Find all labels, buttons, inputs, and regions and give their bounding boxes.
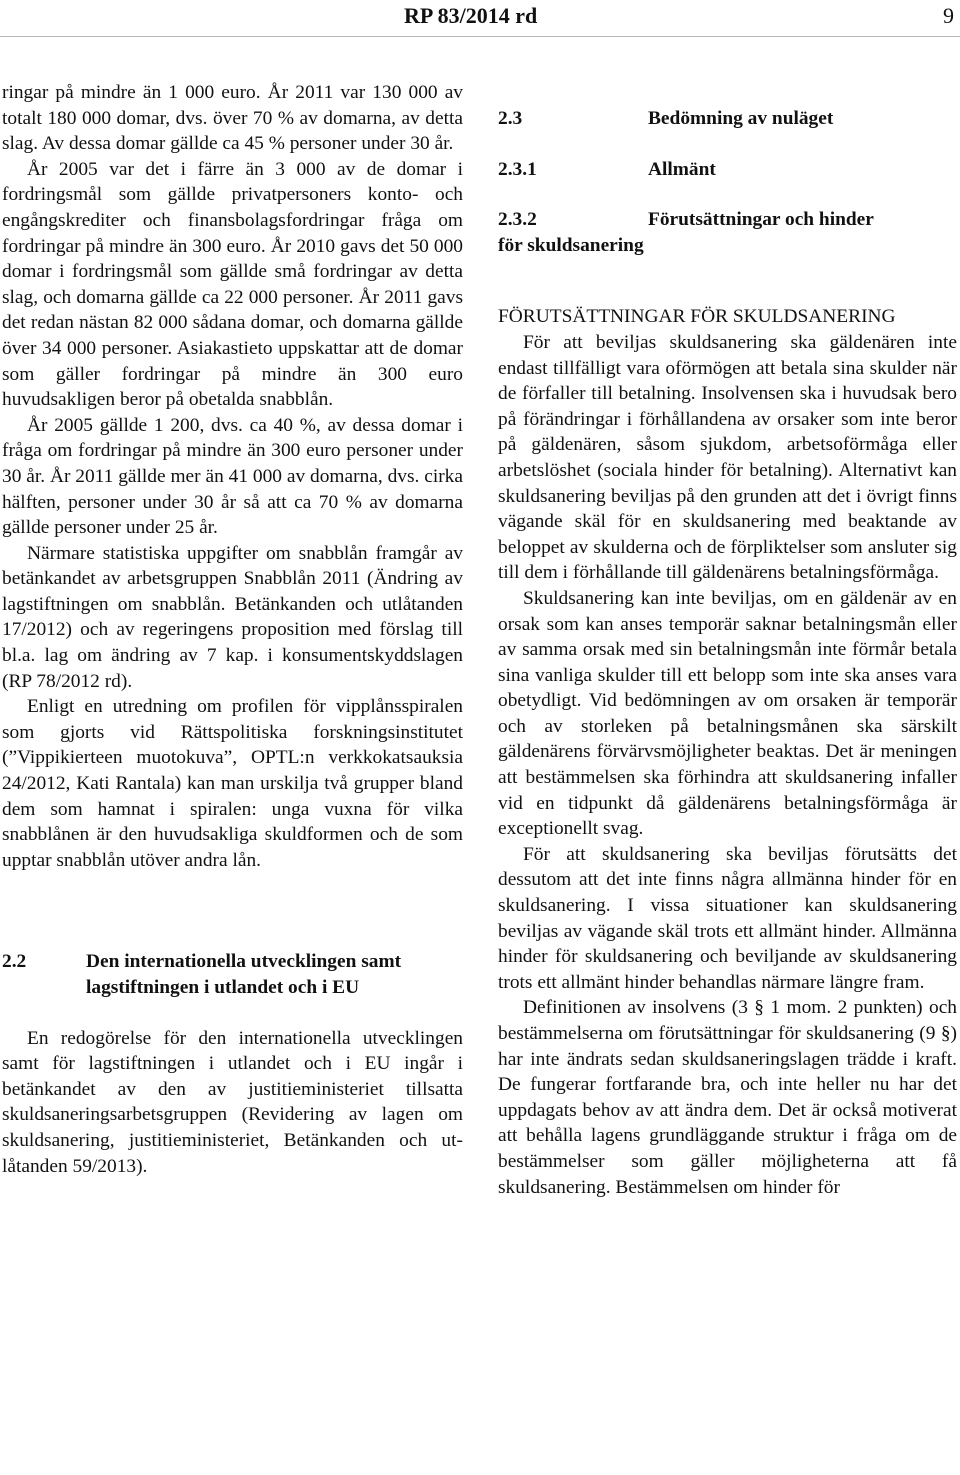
paragraph: För att beviljas skuldsanering ska gäldenären inte endast tillfälligt vara oförmögen att betala sina skulder när de förfaller till betalning. Insolvensen ska i huvudsak bero på förändringar i förhållandena av orsaker som inte beror på gäldenären, såsom sjukdom, arbetsoförmåga eller arbetslöshet (sociala hinder för betalning). Alternativt kan skuldsanering beviljas på den grunden att det i övrigt finns vägande skäl för en skuldsanering med beaktande av beloppet av skulderna och de förpliktelser som ansluter sig till dem i förhållande till gäldenärens betalningsförmåga. bbox=[498, 331, 957, 584]
section-title: Allmänt bbox=[648, 158, 716, 180]
left-column bbox=[2, 80, 463, 1179]
paragraph: Skuldsanering kan inte beviljas, om en gäldenär av en orsak som kan anses temporär saknar betalningsmån eller av samma orsak med sin betalningsmån inte förmår betala sina vanliga skulder till ett belopp som inte ska anses vara obetydligt. Vid bedömningen av om orsaken är temporär och av storleken på betalningsmånen ska särskilt gäldenärens förvärvsmöjligheter beaktas. Det är meningen att bestämmelsen ska förhindra att skuldsanering infaller vid en tidpunkt då gäldenärens betalningsförmåga är exceptionellt svag. bbox=[498, 587, 957, 840]
paragraph: För att skuldsanering ska beviljas förutsätts det dessutom att det inte finns några allmänna hinder för en skuldsanering. I vissa situationer kan skuldsanering beviljas av vägande skäl trots ett allmänt hinder. Allmänna hinder för skuldsanering och beviljande av skuldsanering trots ett allmänt hinder behandlas närmare längre fram. bbox=[498, 843, 957, 993]
section-heading-2-2 bbox=[2, 949, 463, 1000]
paragraph: År 2005 gällde 1 200, dvs. ca 40 %, av dessa domar i fråga om fordringar på mindre än 300 euro personer under 30 år. År 2011 gällde mer än 41 000 av domarna, dvs. cirka hälften, personer under 30 år så att ca 70 % av domarna gällde personer under 25 år. bbox=[2, 414, 463, 539]
section-title: Den internationella utvecklingen samt lagstiftningen i utlandet och i EU bbox=[86, 951, 402, 998]
paragraph: År 2005 var det i färre än 3 000 av de domar i fordringsmål som gällde privatpersoners konto- och engångskrediter och finansbolagsfordringar fråga om fordringar på mindre än 300 euro. År 2010 gavs det 50 000 domar i fordringsmål som gällde små fordringar av detta slag, och domarna gällde ca 22 000 personer. År 2011 gavs det redan nästan 82 000 sådana domar, och domarna gällde över 34 000 personer. Asiakastieto uppskattar att de domar som gäller fordringar på mindre än 300 euro huvudsakligen beror på obetalda snabblån. bbox=[2, 158, 463, 411]
right-column bbox=[498, 106, 957, 1200]
page-header bbox=[0, 4, 960, 28]
page-number: 9 bbox=[943, 3, 954, 28]
section-title: Förutsättningar och hinder bbox=[648, 209, 874, 231]
section-number: 2.3.1 bbox=[498, 158, 537, 180]
section-title: Bedömning av nuläget bbox=[648, 108, 834, 129]
subsection-caps-heading: FÖRUTSÄTTNINGAR FÖR SKULDSANERING bbox=[498, 306, 896, 328]
section-heading-2-3 bbox=[498, 106, 957, 132]
paragraph: En redogörelse för den internationella utvecklingen samt för lagstiftningen i utlandet och i EU ingår i betänkandet av den av justitieministeriet tillsatta skuldsaneringsarbetsgruppen (Revidering av lagen om skuldsanering, justitieministeriet, Betänkanden och utlåtanden 59/2013). bbox=[2, 1027, 463, 1177]
section-heading-2-3-1 bbox=[498, 157, 957, 183]
header-rule bbox=[0, 36, 960, 37]
paragraph: Definitionen av insolvens (3 § 1 mom. 2 punkten) och bestämmelserna om förutsättningar för skuldsanering (9 §) har inte ändrats sedan skuldsaneringslagen trädde i kraft. De fungerar fortfarande bra, och inte heller nu har det uppdagats behov av att ändra dem. Det är också motiverat att behålla lagens grundläggande struktur i fråga om de bestämmelser som gäller möjligheterna att få skuldsanering. Bestämmelsen om hinder för bbox=[498, 997, 957, 1198]
section-title-continuation: för skuldsanering bbox=[498, 234, 644, 256]
section-number: 2.2 bbox=[2, 951, 27, 973]
paragraph: ringar på mindre än 1 000 euro. År 2011 var 130 000 av totalt 180 000 domar, dvs. över 70 % av domarna, av detta slag. Av dessa domar gällde ca 45 % personer under 30 år. bbox=[2, 82, 463, 155]
section-number: 2.3.2 bbox=[498, 209, 537, 231]
paragraph: Enligt en utredning om profilen för vipplånsspiralen som gjorts vid Rättspolitiska forskningsinstitutet (”Vippikierteen muotokuva”, OPTL:n verkkokatsauksia 24/2012, Kati Rantala) kan man urskilja två grupper bland dem som hamnat i spiralen: unga vuxna för vilka snabblånen är den huvudsakliga skuldformen och de som upptar snabblån utöver andra lån. bbox=[2, 696, 463, 871]
paragraph: Närmare statistiska uppgifter om snabblån framgår av betänkandet av arbetsgruppen Snabblån 2011 (Ändring av lagstiftningen om snabblån. Betänkanden och utlåtanden 17/2012) och av regeringens proposition med förslag till bl.a. lag om ändring av 7 kap. i konsumentskyddslagen (RP 78/2012 rd). bbox=[2, 542, 463, 692]
section-heading-2-3-2 bbox=[498, 207, 957, 258]
document-title: RP 83/2014 rd bbox=[404, 3, 538, 28]
section-number: 2.3 bbox=[498, 108, 523, 129]
